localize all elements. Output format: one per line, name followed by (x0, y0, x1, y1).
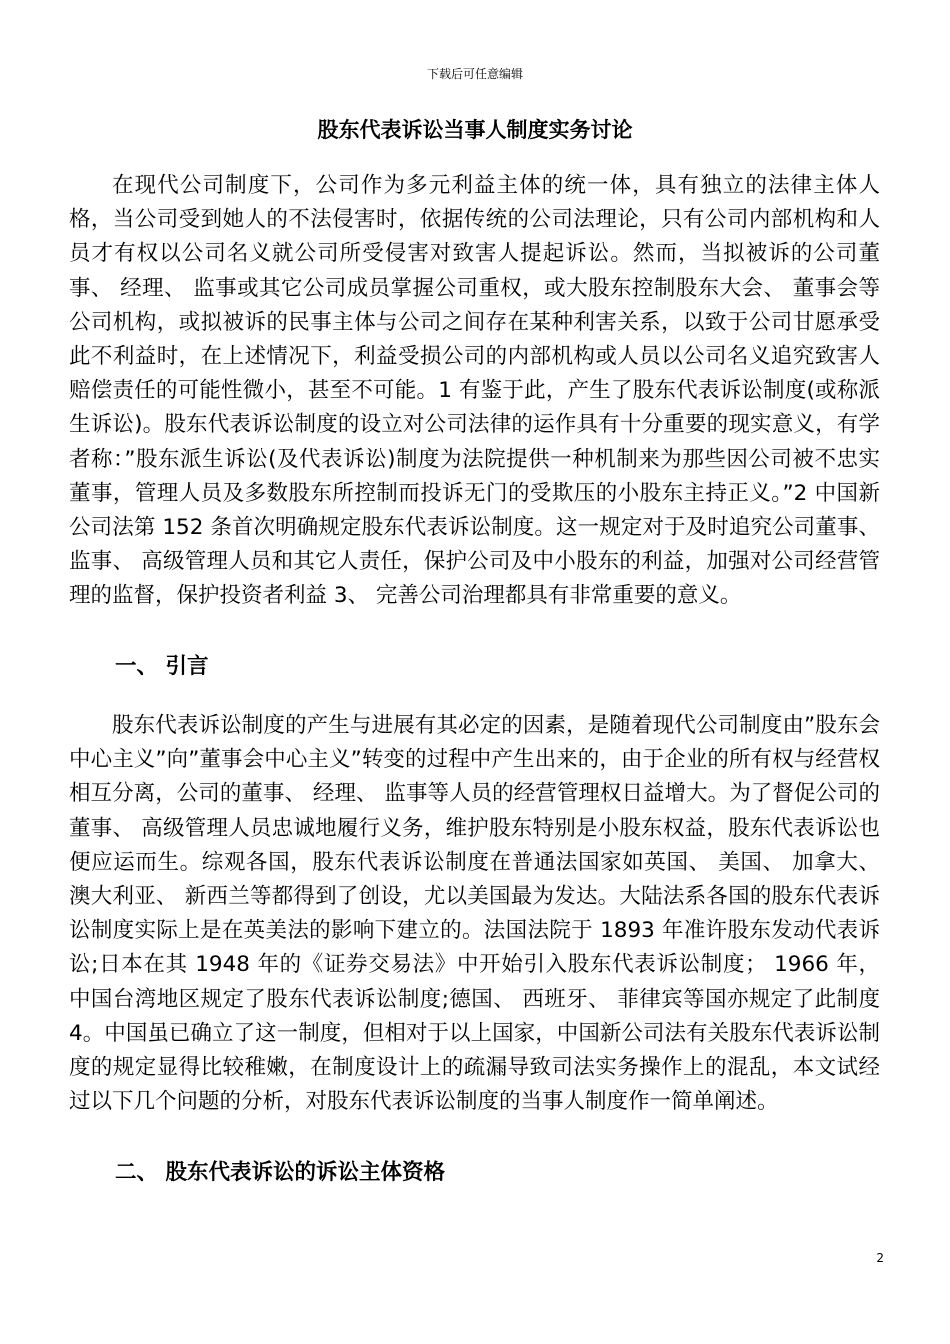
document-title: 股东代表诉讼当事人制度实务讨论 (317, 118, 633, 142)
intro-paragraph: 在现代公司制度下，公司作为多元利益主体的统一体，具有独立的法律主体人格，当公司受到她人的不法侵害时，依据传统的公司法理论，只有公司内部机构和人员才有权以公司名义就公司所受侵害对致害人提起诉讼。然而，当拟被诉的公司董事、 经理、 监事或其它公司成员掌握公司重权，或大股东控制股东大会、 董事会等公司机构，或拟被诉的民事主体与公司之间存在某种利害关系，以致于公司甘愿承受此不利益时，在上述情况下，利益受损公司的内部机构或人员以公司名义追究致害人赔偿责任的可能性微小，甚至不可能。1 有鉴于此，产生了股东代表诉讼制度(或称派生诉讼)。股东代表诉讼制度的设立对公司法律的运作具有十分重要的现实意义，有学者称：”股东派生诉讼(及代表诉讼)制度为法院提供一种机制来为那些因公司被不忠实董事，管理人员及多数股东所控制而投诉无门的受欺压的小股东主持正义。”2 中国新公司法第 152 条首次明确规定股东代表诉讼制度。这一规定对于及时追究公司董事、 监事、 高级管理人员和其它人责任，保护公司及中小股东的利益，加强对公司经营管理的监督，保护投资者利益 3、 完善公司治理都具有非常重要的意义。 (69, 173, 880, 609)
section-heading-introduction: 一、 引言 (115, 654, 209, 679)
section-heading-litigation-subject: 二、 股东代表诉讼的诉讼主体资格 (115, 1160, 445, 1185)
header-note: 下载后可任意编辑 (426, 67, 523, 81)
page-number: 2 (876, 1251, 884, 1265)
introduction-paragraph: 股东代表诉讼制度的产生与进展有其必定的因素，是随着现代公司制度由”股东会中心主义”向”董事会中心主义”转变的过程中产生出来的，由于企业的所有权与经营权相互分离，公司的董事、 经理、 监事等人员的经营管理权日益增大。为了督促公司的董事、 高级管理人员忠诚地履行义务，维护股东特别是小股东权益，股东代表诉讼也便应运而生。综观各国，股东代表诉讼制度在普通法国家如英国、 美国、 加拿大、 澳大利亚、 新西兰等都得到了创设，尤以美国最为发达。大陆法系各国的股东代表诉讼制度实际上是在英美法的影响下建立的。法国法院于 1893 年准许股东发动代表诉讼;日本在其 1948 年的《证券交易法》中开始引入股东代表诉讼制度； 1966 年， 中国台湾地区规定了股东代表诉讼制度;德国、 西班牙、 菲律宾等国亦规定了此制度 4。中国虽已确立了这一制度，但相对于以上国家，中国新公司法有关股东代表诉讼制度的规定显得比较稚嫩，在制度设计上的疏漏导致司法实务操作上的混乱，本文试经过以下几个问题的分析，对股东代表诉讼制度的当事人制度作一简单阐述。 (69, 713, 880, 1115)
